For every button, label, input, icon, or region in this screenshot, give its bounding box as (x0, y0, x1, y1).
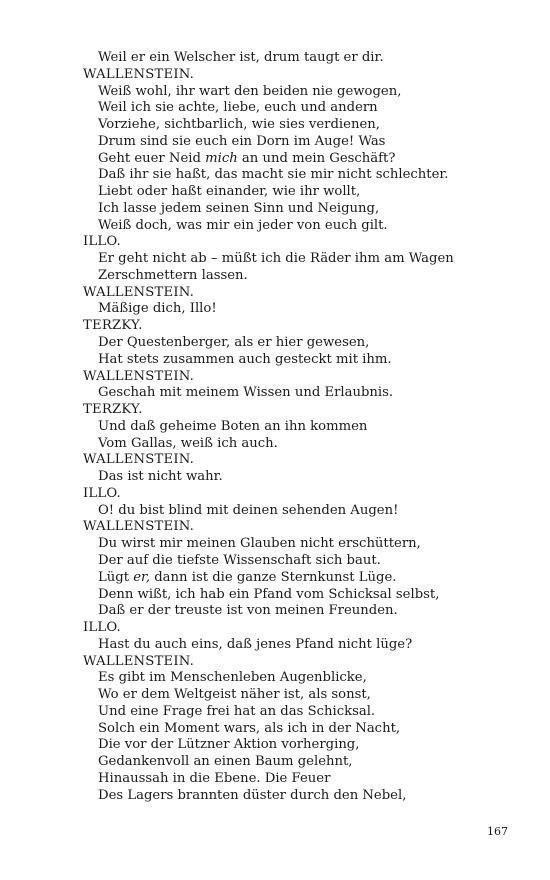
verse-line: Liebt oder haßt einander, wie ihr wollt, (98, 184, 361, 200)
speaker-name: ILLO. (83, 485, 121, 501)
verse-line: Mäßige dich, Illo! (98, 301, 217, 317)
verse-line: Vorziehe, sichtbarlich, wie sies verdienen, (98, 117, 380, 133)
verse-line: Du wirst mir meinen Glauben nicht erschüttern, (98, 536, 421, 552)
page-number: 167 (487, 825, 508, 838)
verse-line: Ich lasse jedem seinen Sinn und Neigung, (98, 200, 380, 216)
speaker-name: WALLENSTEIN. (83, 452, 195, 468)
verse-line: Es gibt im Menschenleben Augenblicke, (98, 670, 367, 686)
verse-line: Geschah mit meinem Wissen und Erlaubnis. (98, 385, 394, 401)
speaker-name: TERZKY. (83, 402, 143, 418)
speaker-name: WALLENSTEIN. (83, 519, 195, 535)
verse-text: dann ist die ganze Sternkunst Lüge. (150, 569, 397, 585)
verse-line: Weiß wohl, ihr wart den beiden nie gewogen, (98, 83, 402, 99)
verse-line: Der auf die tiefste Wissenschaft sich baut. (98, 552, 381, 568)
verse-line: Denn wißt, ich hab ein Pfand vom Schicksal selbst, (98, 586, 440, 602)
verse-line: Vom Gallas, weiß ich auch. (98, 435, 278, 451)
verse-line: Weil er ein Welscher ist, drum taugt er dir. (98, 50, 384, 65)
speaker-name: ILLO. (83, 620, 121, 636)
verse-line: Wo er dem Weltgeist näher ist, als sonst, (98, 687, 371, 703)
speaker-name: WALLENSTEIN. (83, 284, 195, 300)
verse-line: Das ist nicht wahr. (98, 469, 223, 485)
emphasized-word: mich (205, 150, 238, 166)
verse-text: Lügt (98, 569, 134, 585)
verse-line: Der Questenberger, als er hier gewesen, (98, 335, 370, 351)
verse-line: Er geht nicht ab – müßt ich die Räder ihm am Wagen (98, 251, 454, 267)
verse-line: Gedankenvoll an einen Baum gelehnt, (98, 754, 353, 770)
verse-line (83, 151, 523, 168)
verse-line: Drum sind sie euch ein Dorn im Auge! Was (98, 133, 386, 149)
speaker-name: ILLO. (83, 234, 121, 250)
speaker-name: WALLENSTEIN. (83, 66, 195, 82)
verse-line: Daß er der treuste ist von meinen Freunden. (98, 603, 398, 619)
verse-line (83, 570, 523, 587)
verse-line: Hat stets zusammen auch gesteckt mit ihm. (98, 351, 392, 367)
verse-line: Des Lagers brannten düster durch den Nebel, (98, 787, 407, 803)
verse-line: Weil ich sie achte, liebe, euch und andern (98, 100, 378, 116)
verse-text: Geht euer Neid (98, 150, 206, 166)
verse-line: Solch ein Moment wars, als ich in der Nacht, (98, 720, 401, 736)
speaker-name: TERZKY. (83, 318, 143, 334)
verse-line: Und eine Frage frei hat an das Schicksal. (98, 703, 376, 719)
verse-line: Daß ihr sie haßt, das macht sie mir nicht schlechter. (98, 167, 449, 183)
verse-line: Die vor der Lützner Aktion vorherging, (98, 737, 360, 753)
verse-line: Weiß doch, was mir ein jeder von euch gilt. (98, 217, 388, 233)
play-text (83, 50, 523, 804)
verse-line: Zerschmettern lassen. (98, 267, 248, 283)
emphasized-word: er, (133, 569, 151, 585)
speaker-name: WALLENSTEIN. (83, 653, 195, 669)
verse-line: Hast du auch eins, daß jenes Pfand nicht lüge? (98, 636, 413, 652)
verse-line: O! du bist blind mit deinen sehenden Augen! (98, 502, 399, 518)
speaker-name: WALLENSTEIN. (83, 368, 195, 384)
verse-line: Hinaussah in die Ebene. Die Feuer (98, 770, 331, 786)
verse-line: Und daß geheime Boten an ihn kommen (98, 418, 368, 434)
verse-text: an und mein Geschäft? (237, 150, 396, 166)
